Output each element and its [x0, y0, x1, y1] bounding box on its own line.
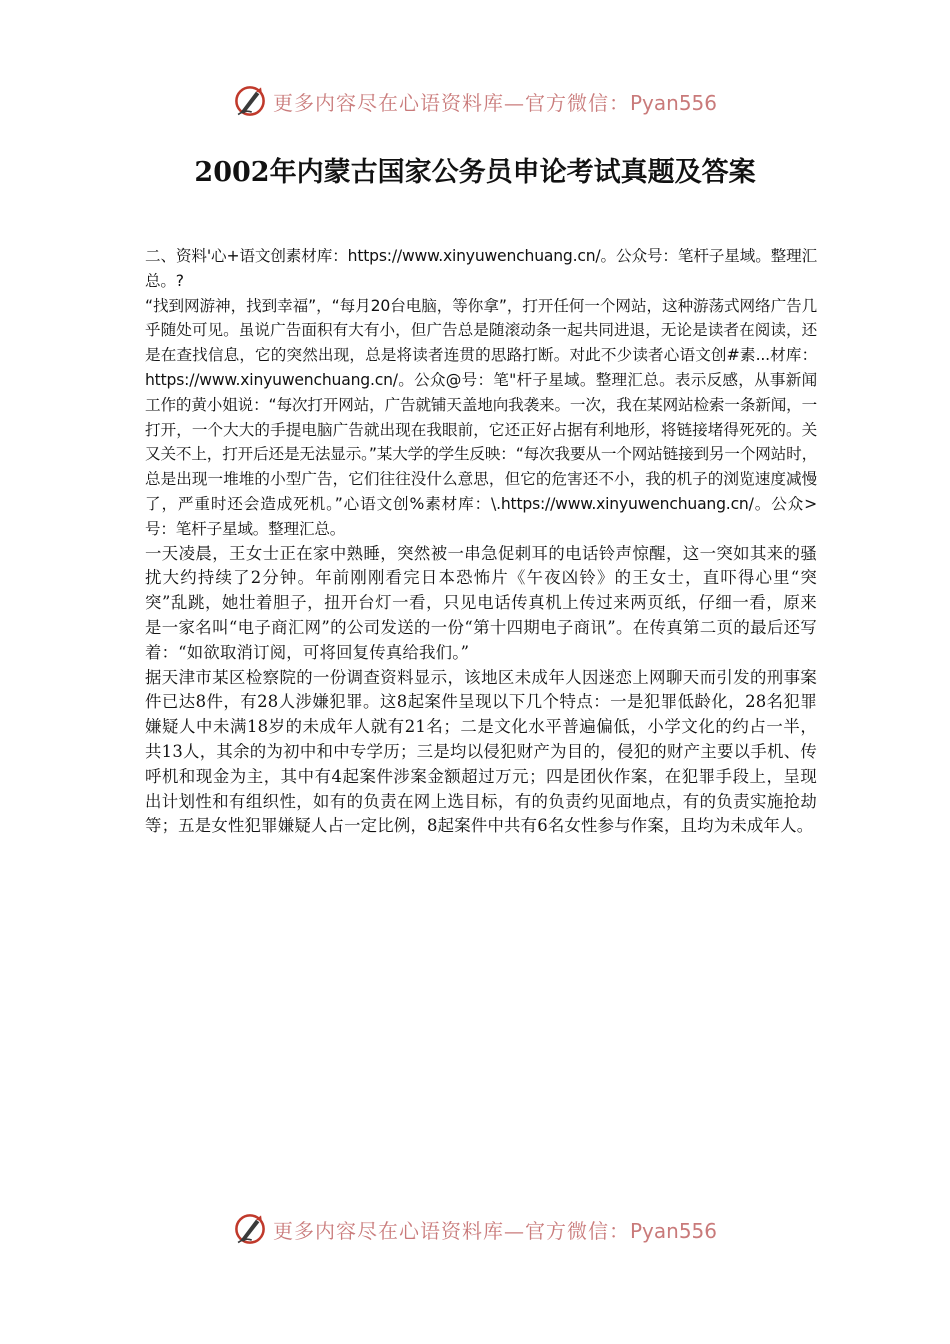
watermark-text: 更多内容尽在心语资料库—官方微信：Pyan556	[272, 90, 717, 115]
paragraph-fax-harassment: 一天凌晨，王女士正在家中熟睡，突然被一串急促刺耳的电话铃声惊醒，这一突如其来的骚扰大约持续了2分钟。年前刚刚看完日本恐怖片《午夜凶铃》的王女士，直吓得心里“突突”乱跳，她壮着胆子，扭开台灯一看，只见电话传真机上传过来两页纸，仔细一看，原来是一家名叫“电子商汇网”的公司发送的一份“第十四期电子商讯”。在传真第二页的最后还写着：“如欲取消订阅，可将回复传真给我们。”	[145, 543, 817, 662]
watermark-wechat-id: Pyan556	[629, 90, 717, 115]
quill-pen-logo-icon	[233, 1212, 267, 1246]
paragraph-web-ads: “找到网游神，找到幸福”，“每月20台电脑，等你拿”，打开任何一个网站，这种游荡式网络广告几乎随处可见。虽说广告面积有大有小，但广告总是随滚动条一起共同进退，无论是读者在阅读，还是在查找信息，它的突然出现，总是将读者连贯的思路打断。对此不少读者心语文创#素...材库：https://www.xinyuwenchuang.cn/。公众@号：笔"杆子星域。整理汇总。表示反感，从事新闻工作的黄小姐说：“每次打开网站，广告就铺天盖地向我袭来。一次，我在某网站检索一条新闻，一打开，一个大大的手提电脑广告就出现在我眼前，它还正好占据有利地形，将链接堵得死死的。关又关不上，打开后还是无法显示。”某大学的学生反映：“每次我要从一个网站链接到另一个网站时，总是出现一堆堆的小型广告，它们往往没什么意思，但它的危害还不小，我的机子的浏览速度减慢了，严重时还会造成死机。”心语文创%素材库：\.https://www.xinyuwenchuang.cn/。公众>号：笔杆子星域。整理汇总。	[145, 296, 817, 538]
paragraph-juvenile-crime: 据天津市某区检察院的一份调查资料显示，该地区未成年人因迷恋上网聊天而引发的刑事案件已达8件，有28人涉嫌犯罪。这8起案件呈现以下几个特点：一是犯罪低龄化，28名犯罪嫌疑人中未满18岁的未成年人就有21名；二是文化水平普遍偏低，小学文化的约占一半，共13人，其余的为初中和中专学历；三是均以侵犯财产为目的，侵犯的财产主要以手机、传呼机和现金为主，其中有4起案件涉案金额超过万元；四是团伙作案，在犯罪手段上，呈现出计划性和有组织性，如有的负责在网上选目标，有的负责约见面地点，有的负责实施抢劫等；五是女性犯罪嫌疑人占一定比例，8起案件中共有6名女性参与作案，且均为未成年人。	[145, 667, 817, 836]
footer-watermark	[0, 1212, 950, 1246]
document-title: 2002年内蒙古国家公务员申论考试真题及答案	[194, 157, 756, 188]
paragraph-material-header: 二、资料'心+语文创素材库：https://www.xinyuwenchuang.cn/。公众号：笔杆子星域。整理汇总。?	[145, 247, 817, 290]
document-body	[145, 244, 817, 839]
watermark-text: 更多内容尽在心语资料库—官方微信：Pyan556	[272, 1218, 717, 1243]
header-watermark	[0, 84, 950, 118]
quill-pen-logo-icon	[233, 84, 267, 118]
watermark-wechat-id: Pyan556	[629, 1218, 717, 1243]
